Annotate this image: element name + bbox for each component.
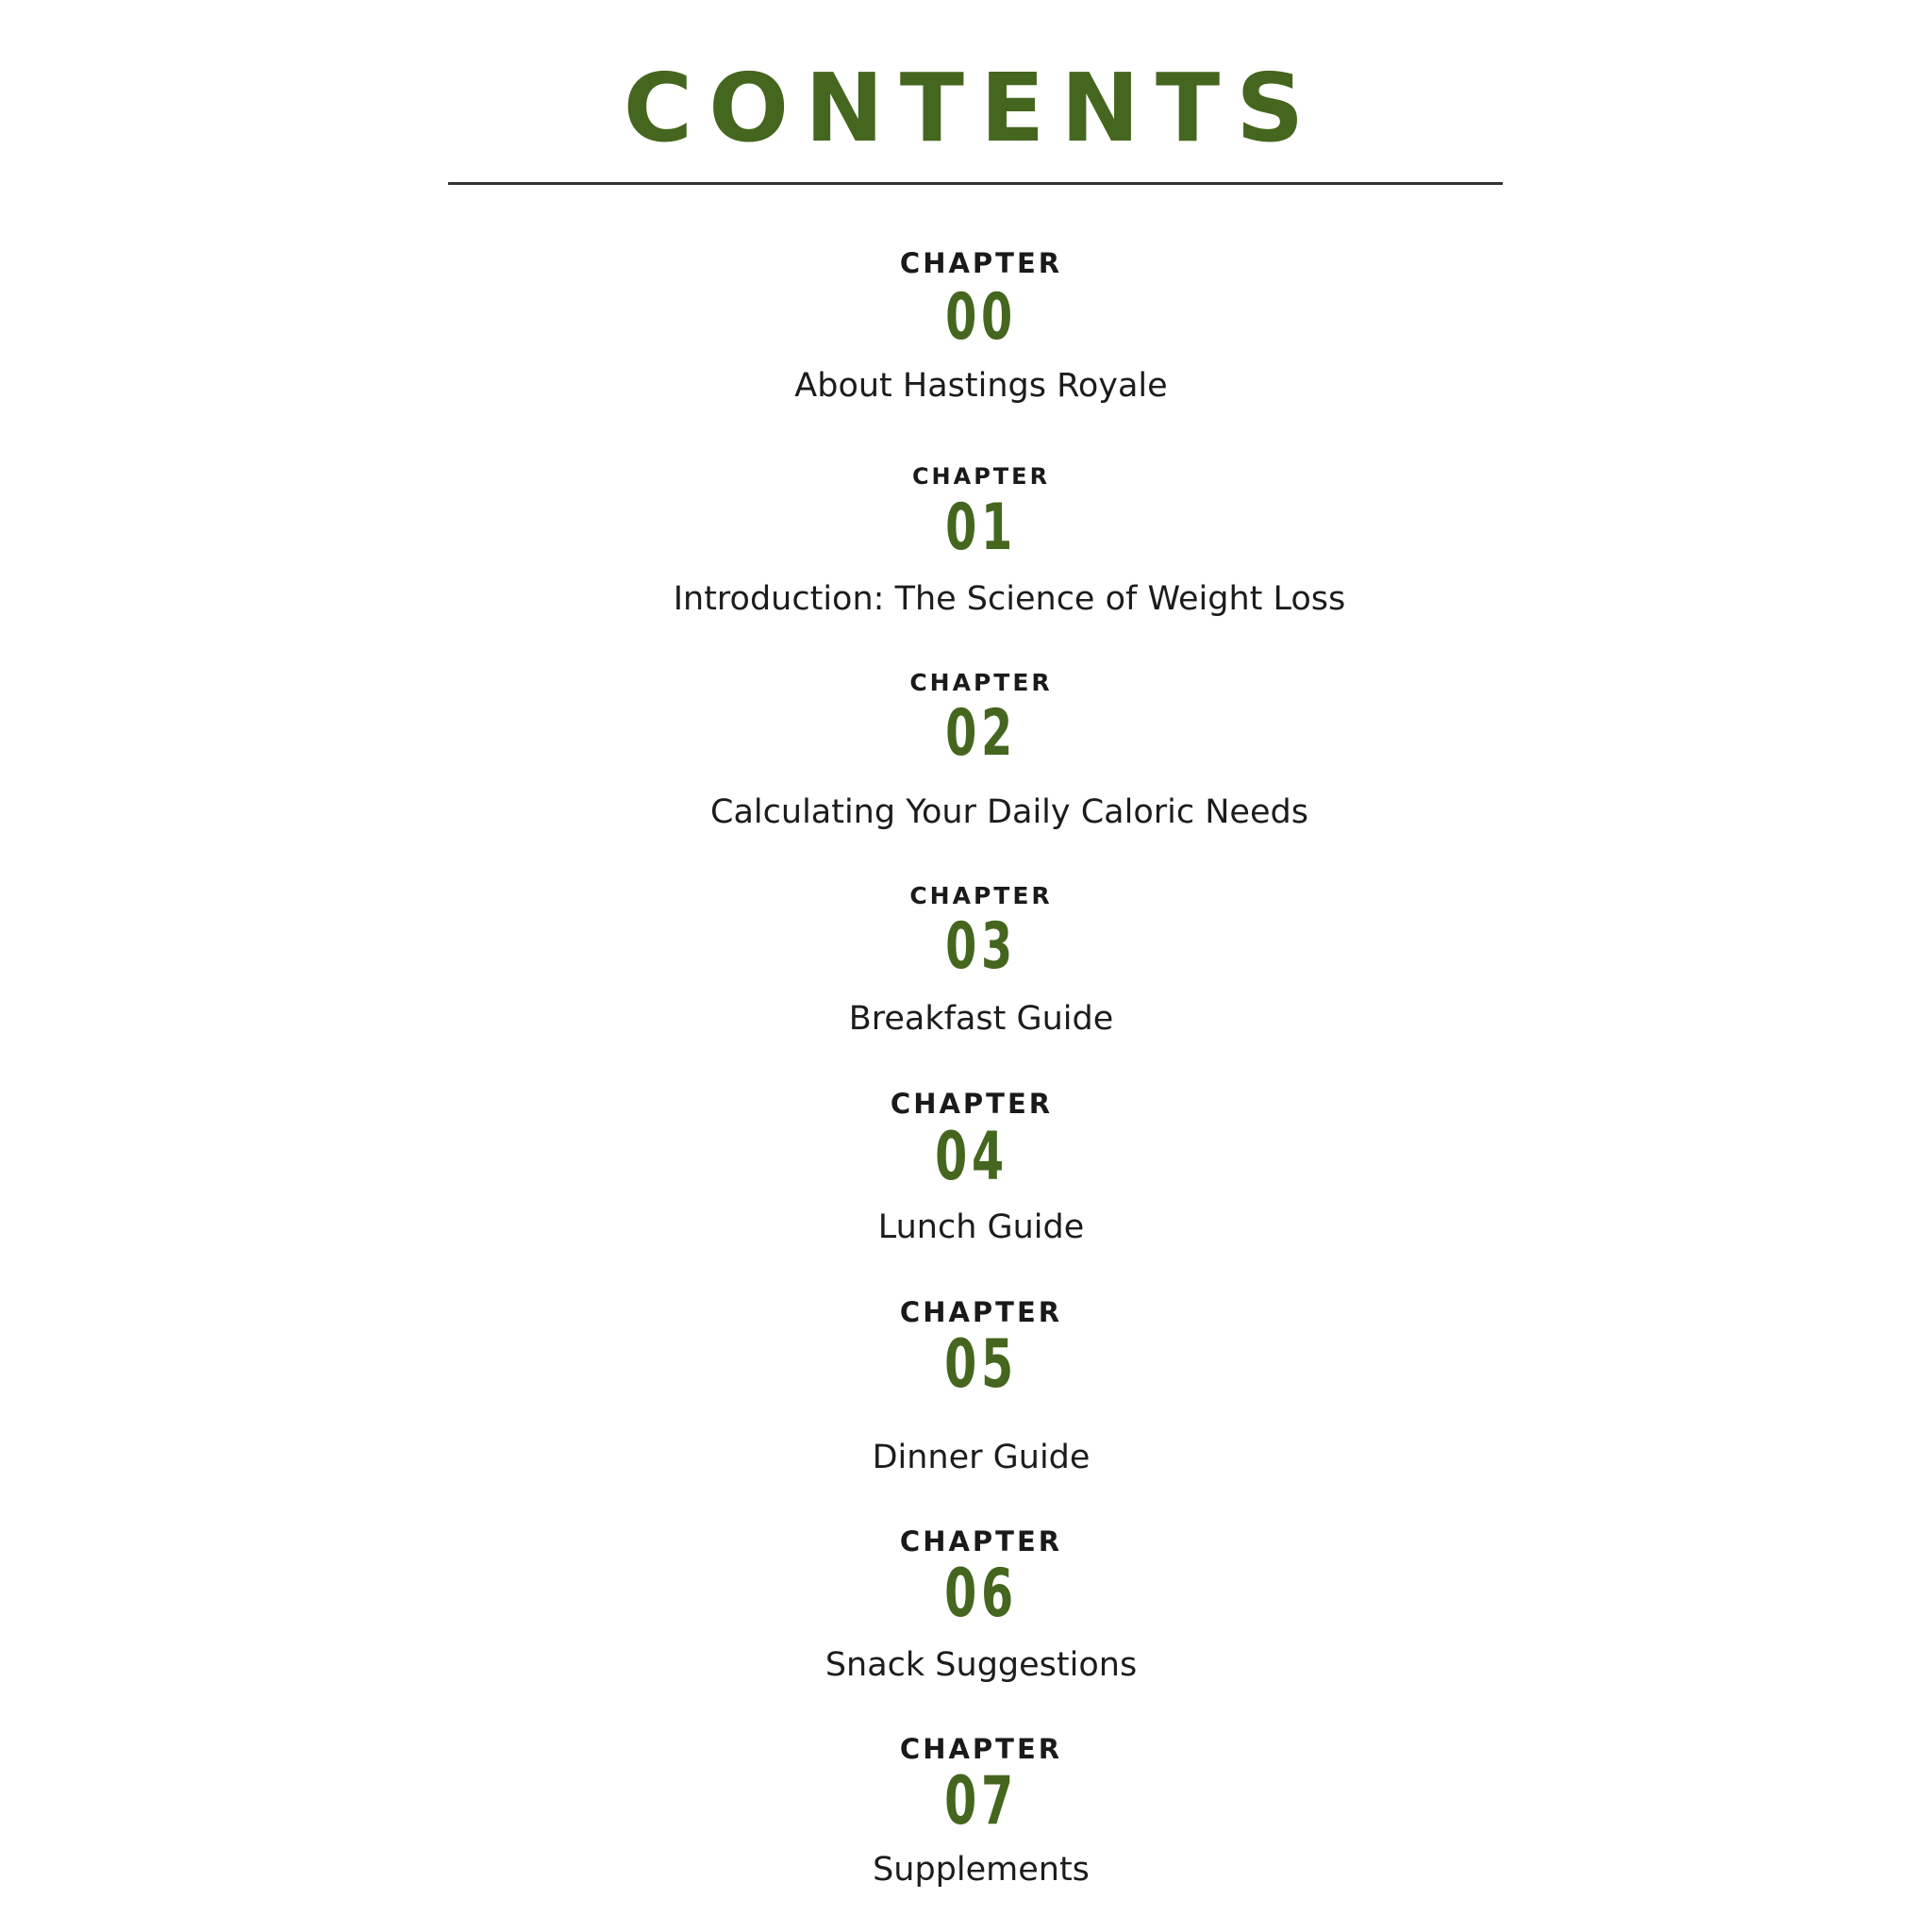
chapter-title: About Hastings Royale [794,367,1168,405]
chapter-number: 05 [944,1325,1018,1403]
title-divider [448,182,1503,185]
chapter-label: CHAPTER [909,669,1053,696]
chapter-number: 00 [945,280,1017,355]
chapter-number: 02 [945,696,1017,771]
chapter-label: CHAPTER [911,463,1051,490]
chapter-title: Snack Suggestions [824,1646,1138,1684]
chapter-label: CHAPTER [899,1525,1063,1557]
chapter-title: Breakfast Guide [848,1000,1114,1038]
chapter-label: CHAPTER [909,882,1053,909]
chapter-number: 04 [935,1118,1008,1195]
chapter-label: CHAPTER [899,247,1063,279]
chapter-number: 06 [944,1555,1018,1632]
chapter-label: CHAPTER [899,1733,1063,1765]
chapter-title: Supplements [873,1851,1090,1889]
chapter-title: Lunch Guide [877,1208,1085,1246]
chapter-number: 03 [945,909,1017,984]
page-title: CONTENTS [623,53,1321,163]
chapter-label: CHAPTER [899,1296,1063,1328]
chapter-label: CHAPTER [890,1088,1054,1120]
chapter-title: Introduction: The Science of Weight Loss [673,580,1346,618]
chapter-title: Dinner Guide [872,1439,1091,1476]
chapter-number: 07 [944,1762,1018,1840]
chapter-title: Calculating Your Daily Caloric Needs [710,793,1308,831]
chapter-number: 01 [945,491,1017,565]
